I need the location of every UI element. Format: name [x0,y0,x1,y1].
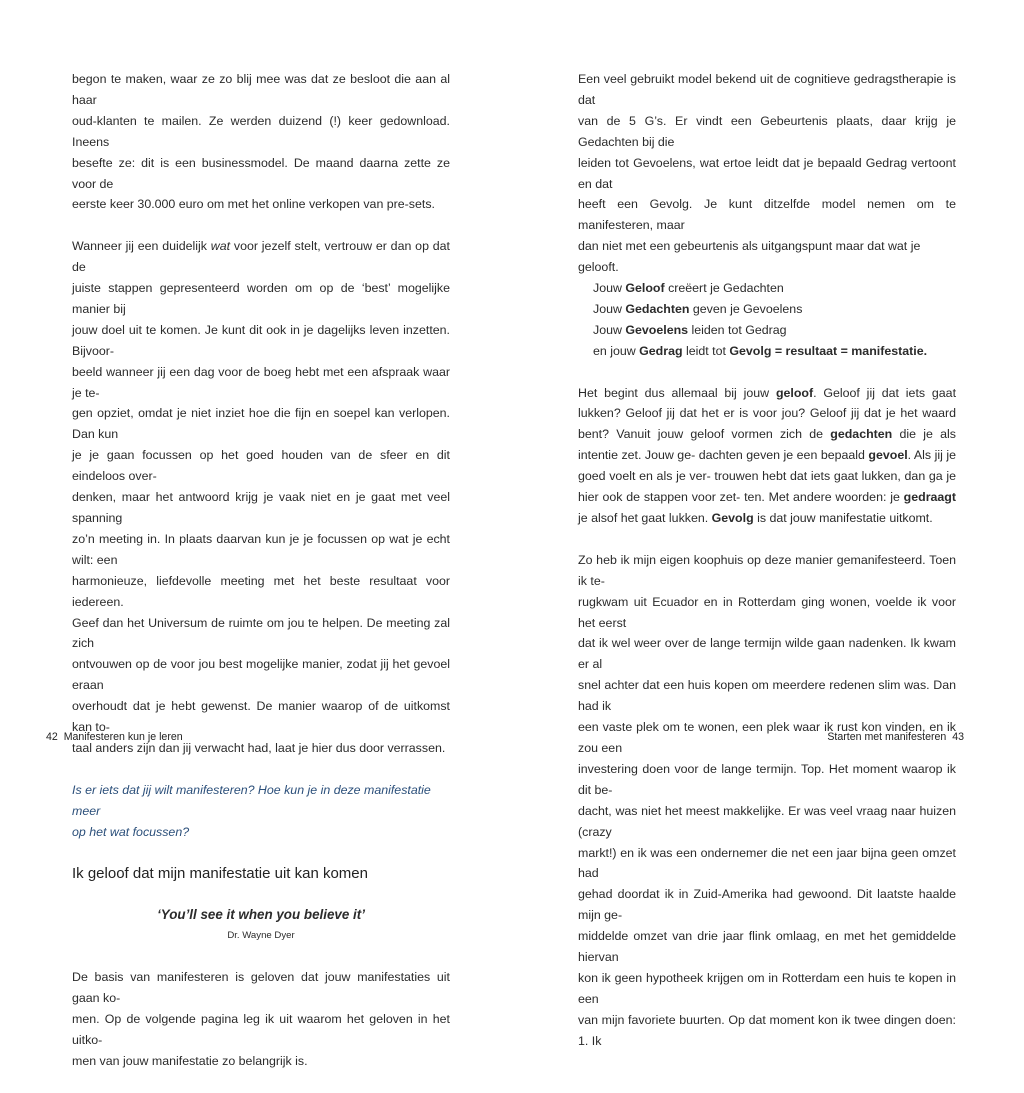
question-line: Is er iets dat jij wilt manifesteren? Hoe kun je in deze manifestatie meer [72,782,431,818]
text-line: middelde omzet van drie jaar flink omlaag, en met het gemiddelde hiervan [578,929,956,965]
epigraph-quote: ‘You’ll see it when you believe it’ [157,907,365,923]
text-line: leiden tot Gevoelens, wat ertoe leidt dat je bepaald Gedrag vertoont en dat [578,155,956,191]
right-paragraph-2 [578,383,956,529]
text-line: ontvouwen op de voor jou best mogelijke manier, zodat jij het gevoel eraan [72,657,450,693]
text-line: men. Op de volgende pagina leg ik uit waarom het geloven in het uitko- [72,1012,450,1048]
bold-text: gedachten [830,427,893,442]
text-span: geven je Gevoelens [689,301,803,316]
text-line [72,236,450,278]
list-item [593,299,956,320]
text-line: een vaste plek om te wonen, een plek waar ik rust kon vinden, en ik zou een [578,720,956,755]
text-line: juiste stappen gepresenteerd worden om op de ‘best’ mogelijke manier bij [72,281,450,316]
right-page-footer [827,730,964,744]
text-span: voor jezelf stelt, vertrouw er dan op dat de [72,239,450,275]
text-line: overhoudt dat je hebt gewenst. De manier waarop of de uitkomst kan to- [72,699,450,735]
text-line: taal anders zijn dan jij verwacht had, laat je hier dus door verrassen. [72,740,446,755]
text-line: men van jouw manifestatie zo belangrijk is. [72,1054,308,1069]
list-item [593,278,956,299]
five-g-list [578,278,956,362]
text-span: en jouw [593,343,640,358]
text-span: die je als intentie zet. Jouw ge- dachten geven je een bepaald [578,427,956,463]
text-line: Geef dan het Universum de ruimte om jou te helpen. De meeting zal zich [72,615,450,651]
text-line: dacht, was niet het meest makkelijke. Er was veel vraag naar huizen (crazy [578,803,956,839]
text-span: is dat jouw manifestatie uitkomt. [753,511,933,526]
text-span: . Geloof jij dat iets gaat lukken? Geloof jij dat het er is voor jou? Geloof jij dat je het waard bent? Vanuit jouw geloof vormen zich de [578,385,957,442]
bold-text: Geloof [625,281,665,296]
text-span: creëert je Gedachten [664,281,784,296]
text-line: begon te maken, waar ze zo blij mee was dat ze besloot die aan al haar [72,72,450,107]
bold-text: Gevolg [711,511,754,526]
list-item [593,341,956,362]
running-title: Starten met manifesteren [827,731,947,743]
text-line: beeld wanneer jij een dag voor de boeg hebt met een afspraak waar je te- [72,364,450,400]
text-line: heeft een Gevolg. Je kunt ditzelfde model nemen om te manifesteren, maar [578,197,956,233]
text-span: je alsof het gaat lukken. [578,511,712,526]
text-line: van de 5 G’s. Er vindt een Gebeurtenis plaats, daar krijg je Gedachten bij die [578,113,956,149]
text-line: Zo heb ik mijn eigen koophuis op deze manier gemanifesteerd. Toen ik te- [578,552,956,588]
question-line: op het wat focussen? [72,824,190,839]
text-line: je je gaan focussen op het goed houden van de sfeer en dit eindeloos over- [72,448,450,484]
page-number: 43 [952,731,964,743]
text-line: jouw doel uit te komen. Je kunt dit ook in je dagelijks leven inzetten. Bijvoor- [72,322,450,358]
right-paragraph-1 [578,69,956,278]
text-line: gen opziet, omdat je niet inziet hoe die fijn en soepel kan verlopen. Dan kun [72,406,450,442]
text-line: besefte ze: dit is een businessmodel. De maand daarna zette ze voor de [72,155,450,191]
reflection-question [72,780,450,843]
epigraph-author: Dr. Wayne Dyer [227,930,295,942]
text-line: oud-klanten te mailen. Ze werden duizend (!) keer gedownload. Ineens [72,113,450,149]
text-span: Wanneer jij een duidelijk [72,239,211,254]
left-paragraph-3 [72,967,450,1072]
text-line: van mijn favoriete buurten. Op dat moment kon ik twee dingen doen: 1. Ik [578,1012,956,1048]
bold-text: geloof [775,385,814,400]
text-span: leidt tot [682,343,730,358]
right-paragraph-3 [578,550,956,1052]
text-span: Jouw [593,322,626,337]
text-line: gehad doordat ik in Zuid-Amerika had gewoond. Dit laatste haalde mijn ge- [578,887,956,923]
text-line: dat ik wel weer over de lange termijn wilde gaan nadenken. Ik kwam er al [578,636,956,672]
right-text-column [578,69,956,1052]
text-span: . Als jij je goed voelt en als je ver- trouwen hebt dat iets gaat lukken, dan ga je hier ook de stappen voor zet- ten. Met andere woorden: je [578,448,957,505]
bold-text: Gevoelens [625,322,689,337]
bold-text: Gevolg = resultaat = manifestatie. [729,343,928,358]
text-line: kon ik geen hypotheek krijgen om in Rotterdam een huis te kopen in een [578,970,956,1006]
text-span: leiden tot Gedrag [688,322,787,337]
text-line: De basis van manifesteren is geloven dat jouw manifestaties uit gaan ko- [72,970,450,1006]
emphasis-text: wat [210,239,231,254]
right-page [578,0,958,1048]
text-line: snel achter dat een huis kopen om meerdere redenen slim was. Dan had ik [578,678,956,714]
left-text-column [72,69,450,1093]
page-number: 42 [46,731,58,743]
text-line: markt!) en ik was een ondernemer die net een jaar bijna geen omzet had [578,845,956,881]
left-page-footer [46,730,183,744]
text-line: denken, maar het antwoord krijg je vaak niet en je gaat met veel spanning [72,490,450,526]
text-line: harmonieuze, liefdevolle meeting met het beste resultaat voor iedereen. [72,573,450,609]
left-page [72,0,452,1069]
left-paragraph-1 [72,69,450,215]
text-span: Het begint dus allemaal bij jouw [578,385,776,400]
bold-text: Gedrag [639,343,683,358]
bold-text: gevoel [868,448,908,463]
text-block [578,383,956,529]
section-heading: Ik geloof dat mijn manifestatie uit kan komen [72,865,368,883]
text-span: Jouw [593,281,626,296]
running-title: Manifesteren kun je leren [63,731,183,743]
text-line: investering doen voor de lange termijn. Top. Het moment waarop ik dit be- [578,761,956,797]
text-line: zo’n meeting in. In plaats daarvan kun je je focussen op wat je echt wilt: een [72,531,450,567]
text-line: dan niet met een gebeurtenis als uitgangspunt maar dat wat je gelooft. [578,239,921,275]
text-span: Jouw [593,301,626,316]
text-line: eerste keer 30.000 euro om met het online verkopen van pre-sets. [72,197,435,212]
text-line: rugkwam uit Ecuador en in Rotterdam ging wonen, voelde ik voor het eerst [578,594,956,630]
bold-text: gedraagt [903,490,956,505]
bold-text: Gedachten [625,301,690,316]
list-item [593,320,956,341]
left-paragraph-2 [72,236,450,759]
text-line: Een veel gebruikt model bekend uit de cognitieve gedragstherapie is dat [578,72,956,107]
